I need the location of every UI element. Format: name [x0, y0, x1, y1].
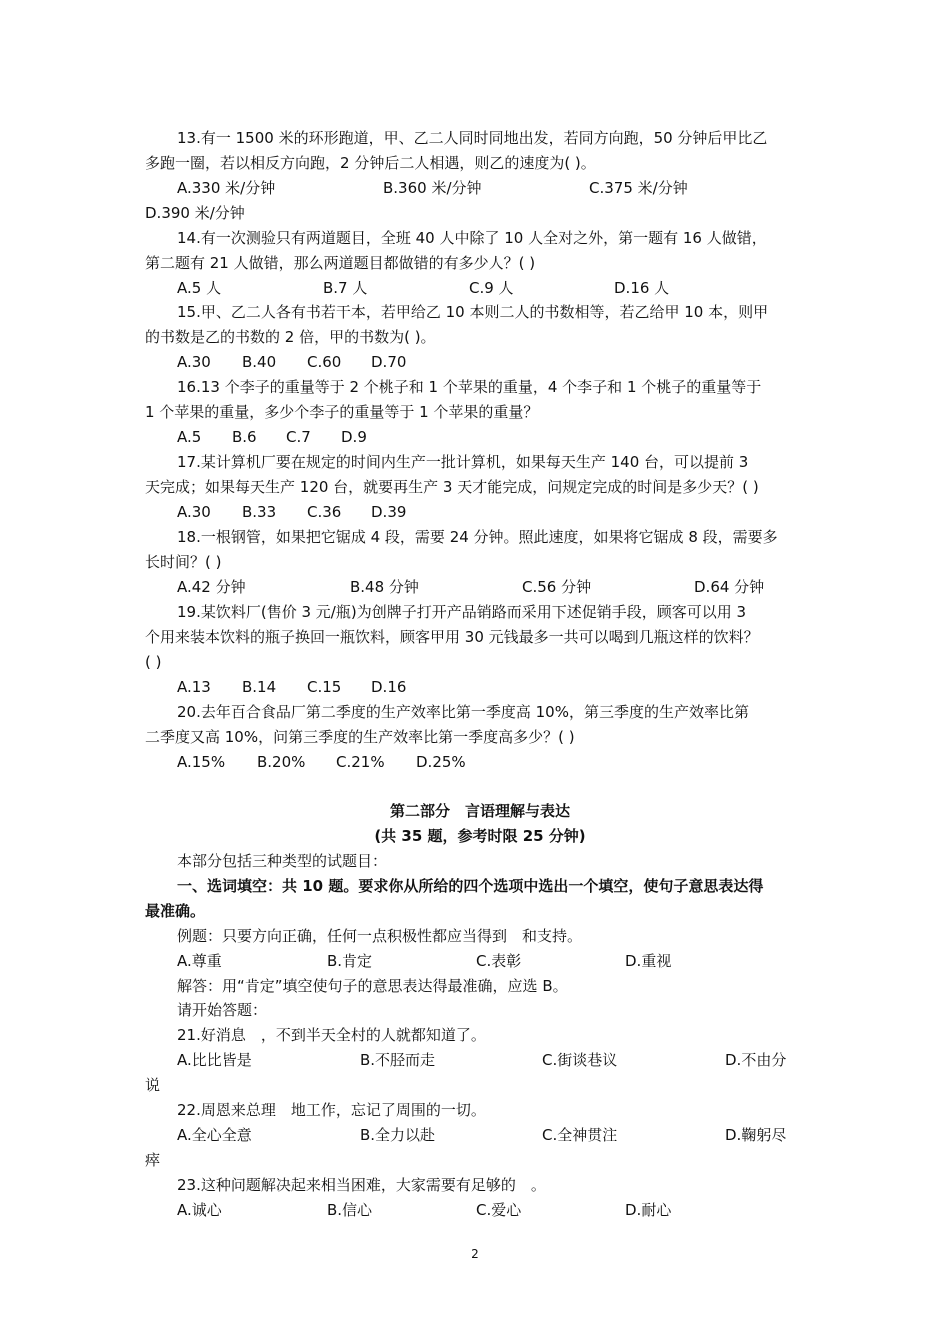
q18-line2: 长时间？( )	[145, 553, 222, 571]
q21-option-d: D.不由分	[725, 1051, 787, 1069]
q13-line2: 多跑一圈，若以相反方向跑，2 分钟后二人相遇，则乙的速度为( )。	[145, 154, 596, 172]
q18-option-b: B.48 分钟	[350, 578, 419, 596]
q19-line1: 19.某饮料厂(售价 3 元/瓶)为创牌子打开产品销路而采用下述促销手段，顾客可以用 3	[177, 603, 747, 621]
q19-line3: ( )	[145, 653, 162, 671]
section-subtitle: (共 35 题，参考时限 25 分钟)	[374, 827, 586, 845]
q21-option-a: A.比比皆是	[177, 1051, 252, 1069]
q18-option-d: D.64 分钟	[694, 578, 765, 596]
example-option-a: A.尊重	[177, 952, 222, 970]
q19-option-d: D.16	[371, 678, 407, 696]
q23-option-b: B.信心	[327, 1201, 373, 1219]
q14-option-c: C.9 人	[469, 279, 514, 297]
q20-line2: 二季度又高 10%，问第三季度的生产效率比第一季度高多少？( )	[145, 728, 575, 746]
q13-option-c: C.375 米/分钟	[589, 179, 688, 197]
q17-line2: 天完成；如果每天生产 120 台，就要再生产 3 天才能完成，问规定完成的时间是多少天？( )	[145, 478, 759, 496]
q13-option-d: D.390 米/分钟	[145, 204, 245, 222]
q17-line1: 17.某计算机厂要在规定的时间内生产一批计算机，如果每天生产 140 台，可以提前 3	[177, 453, 749, 471]
q23-option-d: D.耐心	[625, 1201, 672, 1219]
q13-option-b: B.360 米/分钟	[383, 179, 482, 197]
q17-option-b: B.33	[242, 503, 277, 521]
example-answer: 解答：用“肯定”填空使句子的意思表达得最准确，应选 B。	[177, 977, 568, 995]
start-prompt: 请开始答题：	[177, 1001, 268, 1019]
q21-option-c: C.街谈巷议	[542, 1051, 618, 1069]
q20-option-a: A.15%	[177, 753, 226, 771]
q19-option-c: C.15	[307, 678, 342, 696]
q23-option-a: A.诚心	[177, 1201, 222, 1219]
q20-option-b: B.20%	[257, 753, 306, 771]
section-intro: 本部分包括三种类型的试题目：	[177, 852, 388, 870]
q15-line1: 15.甲、乙二人各有书若干本，若甲给乙 10 本则二人的书数相等，若乙给甲 10 本，则甲	[177, 303, 769, 321]
q15-option-c: C.60	[307, 353, 342, 371]
example-stem: 例题：只要方向正确，任何一点积极性都应当得到 和支持。	[177, 927, 583, 945]
q23-stem: 23.这种问题解决起来相当困难，大家需要有足够的 。	[177, 1176, 546, 1194]
q16-line1: 16.13 个李子的重量等于 2 个桃子和 1 个苹果的重量，4 个李子和 1 个桃子的重量等于	[177, 378, 762, 396]
q17-option-a: A.30	[177, 503, 211, 521]
q22-option-a: A.全心全意	[177, 1126, 252, 1144]
q15-option-b: B.40	[242, 353, 277, 371]
q22-option-d: D.鞠躬尽	[725, 1126, 787, 1144]
q20-option-c: C.21%	[336, 753, 385, 771]
q20-line1: 20.去年百合食品厂第二季度的生产效率比第一季度高 10%，第三季度的生产效率比第	[177, 703, 749, 721]
q22-option-c: C.全神贯注	[542, 1126, 618, 1144]
q14-option-d: D.16 人	[614, 279, 670, 297]
q15-option-a: A.30	[177, 353, 211, 371]
q16-option-b: B.6	[232, 428, 257, 446]
q21-option-b: B.不胫而走	[360, 1051, 436, 1069]
q22-option-b: B.全力以赴	[360, 1126, 436, 1144]
part1-instruction-line2: 最准确。	[145, 902, 206, 920]
q15-line2: 的书数是乙的书数的 2 倍，甲的书数为( )。	[145, 328, 436, 346]
q16-option-c: C.7	[286, 428, 311, 446]
q14-option-a: A.5 人	[177, 279, 222, 297]
example-option-c: C.表彰	[476, 952, 522, 970]
q18-option-c: C.56 分钟	[522, 578, 592, 596]
page-number: 2	[471, 1247, 479, 1261]
q22-option-d-wrap: 瘁	[145, 1151, 161, 1169]
q18-line1: 18.一根钢管，如果把它锯成 4 段，需要 24 分钟。照此速度，如果将它锯成 8 段，需要多	[177, 528, 778, 546]
example-option-d: D.重视	[625, 952, 672, 970]
q14-line2: 第二题有 21 人做错，那么两道题目都做错的有多少人？( )	[145, 254, 536, 272]
part1-instruction-line1: 一、选词填空：共 10 题。要求你从所给的四个选项中选出一个填空，使句子意思表达得	[177, 877, 764, 895]
q22-stem: 22.周恩来总理 地工作，忘记了周围的一切。	[177, 1101, 486, 1119]
q20-option-d: D.25%	[416, 753, 466, 771]
q19-line2: 个用来装本饮料的瓶子换回一瓶饮料，顾客甲用 30 元钱最多一共可以喝到几瓶这样的饮料？	[145, 628, 759, 646]
q15-option-d: D.70	[371, 353, 407, 371]
q16-option-d: D.9	[341, 428, 367, 446]
q19-option-a: A.13	[177, 678, 211, 696]
example-option-b: B.肯定	[327, 952, 373, 970]
section-title: 第二部分 言语理解与表达	[389, 802, 570, 820]
q17-option-c: C.36	[307, 503, 342, 521]
q13-line1: 13.有一 1500 米的环形跑道，甲、乙二人同时同地出发，若同方向跑，50 分钟后甲比乙	[177, 129, 768, 147]
q14-option-b: B.7 人	[323, 279, 368, 297]
q23-option-c: C.爱心	[476, 1201, 522, 1219]
q14-line1: 14.有一次测验只有两道题目，全班 40 人中除了 10 人全对之外，第一题有 16 人做错，	[177, 229, 767, 247]
q13-option-a: A.330 米/分钟	[177, 179, 276, 197]
q17-option-d: D.39	[371, 503, 407, 521]
q19-option-b: B.14	[242, 678, 277, 696]
q21-option-d-wrap: 说	[145, 1076, 161, 1094]
q18-option-a: A.42 分钟	[177, 578, 246, 596]
q21-stem: 21.好消息 ，不到半天全村的人就都知道了。	[177, 1026, 486, 1044]
q16-option-a: A.5	[177, 428, 202, 446]
q16-line2: 1 个苹果的重量，多少个李子的重量等于 1 个苹果的重量？	[145, 403, 539, 421]
